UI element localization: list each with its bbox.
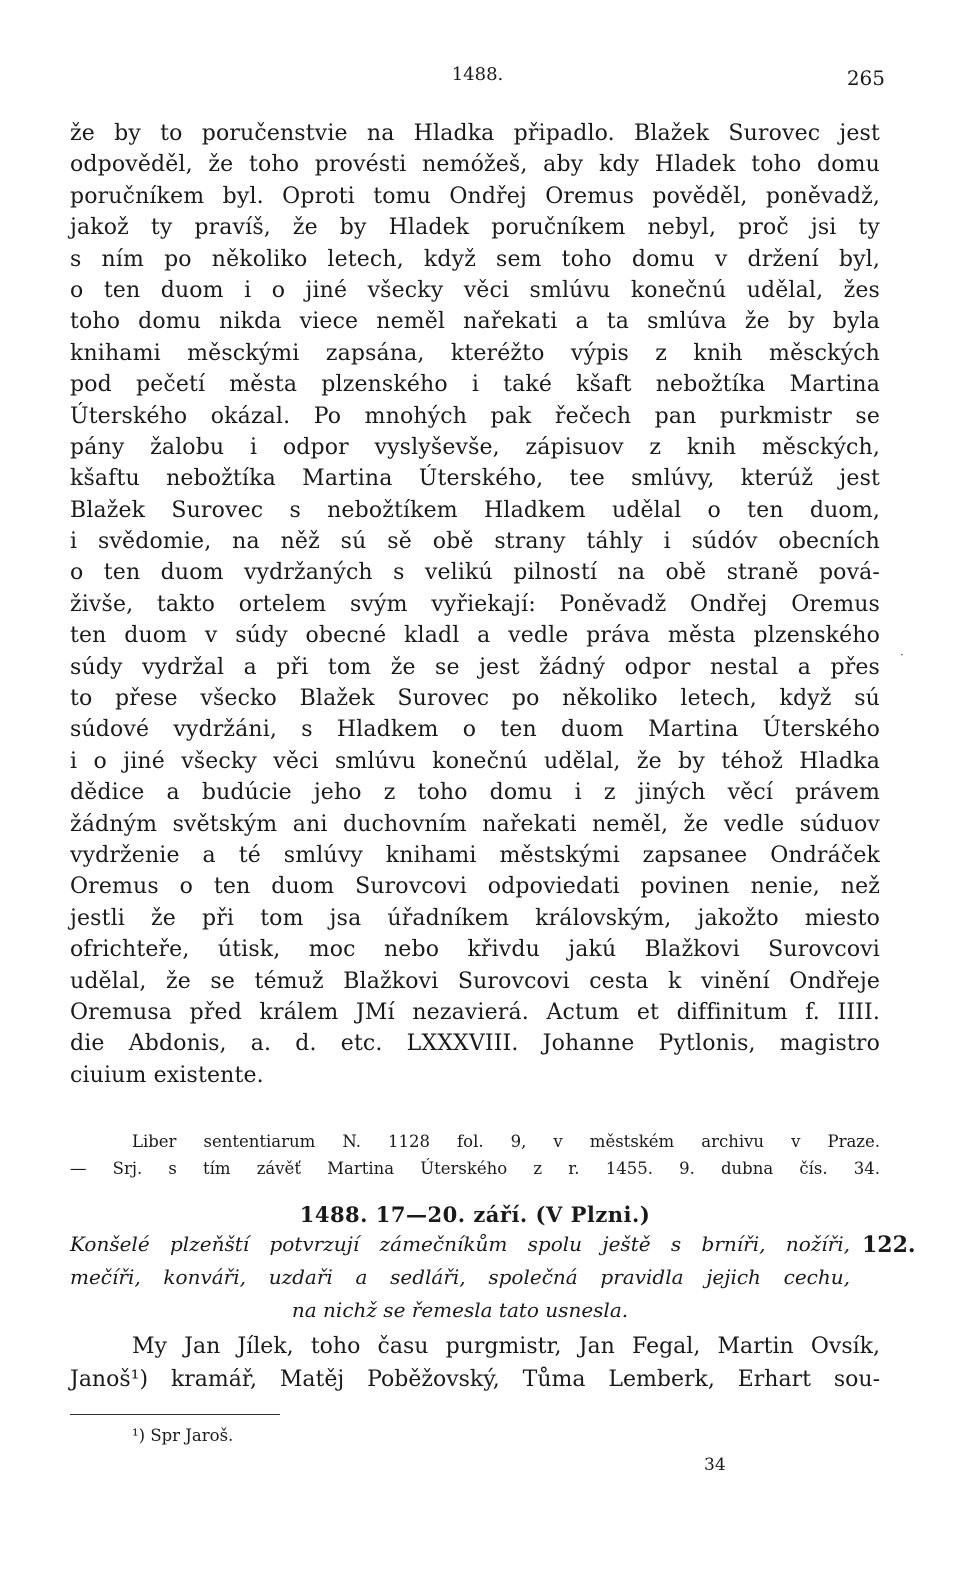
body-line: vydrženie a té smlúvy knihami městskými zapsanee Ondráček <box>70 842 880 868</box>
footnote-marker: ¹) <box>132 1426 146 1445</box>
regest-line: na nichž se řemesla tato usnesla. <box>291 1298 629 1322</box>
regest-line: Konšelé plzeňští potvrzují zámečníkům spolu ještě s brníři, nožíři, <box>70 1232 850 1256</box>
footnote-text: Spr Jaroš. <box>150 1426 234 1445</box>
footnote-rule <box>70 1414 280 1415</box>
page-number: 265 <box>846 66 885 90</box>
body-line: Úterského okázal. Po mnohých pak řečech pan purkmistr se <box>70 403 880 429</box>
body-line: i o jiné všecky věci smlúvu konečnú udělal, že by téhož Hladka <box>70 748 880 774</box>
body-line: dědice a budúcie jeho z toho domu i z jiných věcí právem <box>70 780 880 806</box>
entry-number: 122. <box>862 1232 916 1258</box>
entry-text-line: My Jan Jílek, toho času purgmistr, Jan Fegal, Martin Ovsík, <box>132 1334 880 1359</box>
source-note-line: — Srj. s tím závěť Martina Úterského z r. 1455. 9. dubna čís. 34. <box>70 1159 880 1178</box>
regest-line: mečíři, konváři, uzdaři a sedláři, společná pravidla jejich cechu, <box>70 1265 850 1289</box>
body-line: die Abdonis, a. d. etc. LXXXVIII. Johanne Pytlonis, magistro <box>70 1031 880 1057</box>
body-line: jakož ty pravíš, že by Hladek poručníkem nebyl, proč jsi ty <box>70 215 880 241</box>
body-line: pod pečetí města plzenského i také kšaft nebožtíka Martina <box>70 372 880 398</box>
body-line: ofrichteře, útisk, moc nebo křivdu jakú Blažkovi Surovcovi <box>70 937 880 963</box>
body-line: súdy vydržal a při tom že se jest žádný odpor nestal a přes <box>70 654 880 680</box>
body-line: že by to poručenstvie na Hladka připadlo. Blažek Surovec jest <box>70 121 880 146</box>
body-line: toho domu nikda viece neměl nařekati a ta smlúva že by byla <box>70 309 880 335</box>
body-line: i svědomie, na něž sú sě obě strany táhly i súdóv obecních <box>70 529 880 555</box>
header-year: 1488. <box>451 64 504 85</box>
entry-text <box>70 1330 880 1396</box>
footnote <box>132 1426 233 1445</box>
body-line: to přese všecko Blažek Surovec po několiko letech, když sú <box>70 686 880 712</box>
body-line: o ten duom i o jiné všecky věci smlúvu konečnú udělal, žes <box>70 277 880 303</box>
signature-mark: 34 <box>704 1455 726 1475</box>
body-line: s ním po několiko letech, když sem toho domu v držení byl, <box>70 246 880 272</box>
body-line: knihami měsckými zapsána, kteréžto výpis z knih měsckých <box>70 340 880 366</box>
regest <box>70 1228 850 1327</box>
body-line: udělal, že se témuž Blažkovi Surovcovi cesta k vinění Ondřeje <box>70 968 880 994</box>
body-line: odpověděl, že toho provésti nemóžeš, aby kdy Hladek toho domu <box>70 152 880 178</box>
body-line: Oremus o ten duom Surovcovi odpoviedati povinen nenie, než <box>70 874 880 900</box>
entry-text-line: Janoš¹) kramář, Matěj Poběžovský, Tůma Lemberk, Erhart sou- <box>70 1367 880 1392</box>
body-line: jestli že při tom jsa úřadníkem královským, jakožto miesto <box>70 905 880 931</box>
running-header <box>70 60 885 94</box>
body-line: Oremusa před králem JMí nezavierá. Actum et diffinitum f. IIII. <box>70 999 880 1025</box>
body-line: ten duom v súdy obecné kladl a vedle práva města plzenského <box>70 623 880 649</box>
body-line: pány žalobu i odpor vyslyševše, zápisuov z knih měsckých, <box>70 434 880 460</box>
body-line: Blažek Surovec s nebožtíkem Hladkem udělal o ten duom, <box>70 497 880 523</box>
body-text <box>70 118 880 1091</box>
source-note-line: Liber sententiarum N. 1128 fol. 9, v městském archivu v Praze. <box>132 1132 880 1151</box>
body-line: o ten duom vydržaných s velikú pilností na obě straně pová- <box>70 560 880 586</box>
body-line: živše, takto ortelem svým vyřiekají: Poněvadž Ondřej Oremus <box>70 591 880 617</box>
margin-dot: · <box>900 648 904 662</box>
entry-heading: 1488. 17—20. září. (V Plzni.) <box>299 1202 651 1227</box>
body-line: súdové vydržáni, s Hladkem o ten duom Martina Úterského <box>70 717 880 743</box>
body-line: kšaftu nebožtíka Martina Úterského, tee smlúvy, kterúž jest <box>70 466 880 492</box>
source-note <box>70 1128 880 1182</box>
body-line: ciuium existente. <box>70 1062 264 1088</box>
body-line: žádným světským ani duchovním nařekati neměl, že vedle súduov <box>70 811 880 837</box>
body-line: poručníkem byl. Oproti tomu Ondřej Oremus pověděl, poněvadž, <box>70 183 880 209</box>
